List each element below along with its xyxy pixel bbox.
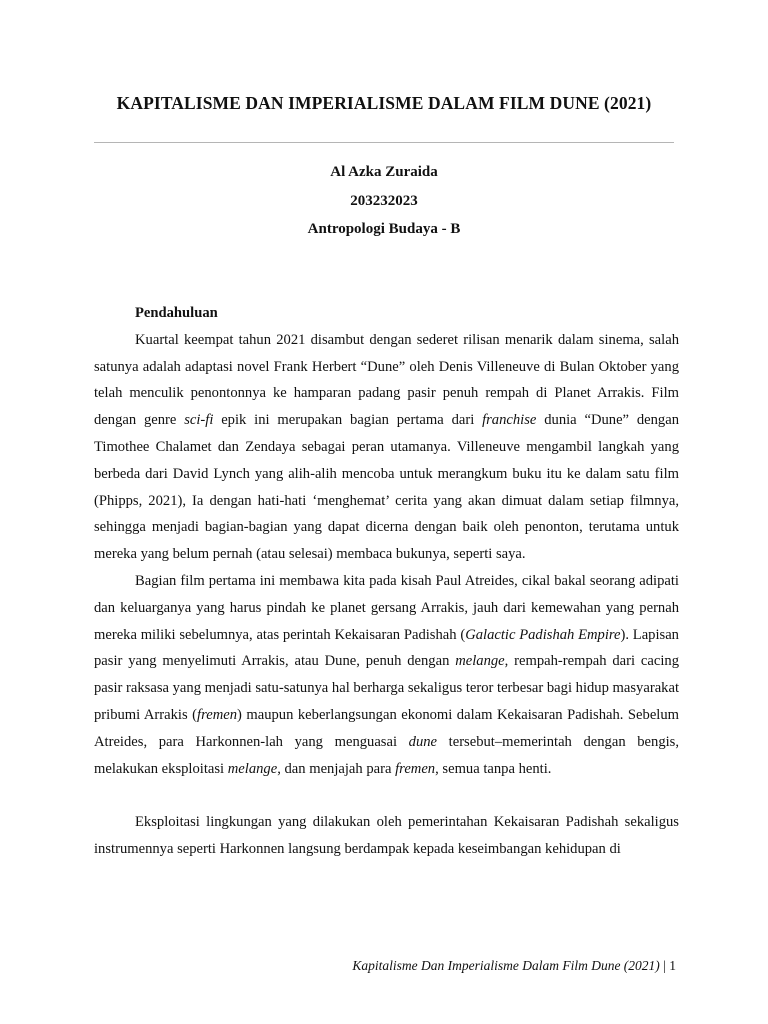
section-heading: Pendahuluan — [135, 305, 218, 321]
italic-term: melange — [455, 653, 505, 670]
italic-term: sci-fi — [184, 412, 214, 429]
text-run: epik ini merupakan bagian pertama dari — [213, 412, 483, 429]
page-footer — [352, 958, 676, 974]
text-run: , dan menjajah para — [277, 760, 396, 777]
italic-term: fremen — [197, 706, 238, 723]
author-name: Al Azka Zuraida — [330, 164, 438, 180]
footer-separator: | — [659, 958, 670, 973]
title-divider — [94, 142, 674, 143]
italic-term: Galactic Padishah Empire — [465, 626, 621, 643]
italic-term: melange — [227, 760, 278, 777]
paragraph-gap — [94, 782, 679, 809]
author-block — [0, 158, 768, 244]
text-run: Bagian film pertama ini membawa kita pada kisah Paul Atreides, cikal bakal seorang adipati dan keluarganya yang harus pindah ke planet gersang Arrakis, jauh dari kemewahan yang pernah mereka miliki sebelumnya, atas perintah Kekaisaran Padishah ( — [94, 572, 679, 643]
author-id: 203232023 — [350, 192, 418, 209]
page-number: 1 — [669, 958, 676, 973]
text-run: dunia “Dune” dengan Timothee Chalamet dan Zendaya sebagai peran utamanya. Villeneuve mengambil langkah yang berbeda dari David Lynch yang alih-alih mencoba untuk merangkum buku itu ke dalam satu film (Phipps, 2021), Ia dengan hati-hati ‘menghemat’ cerita yang akan dimuat dalam setiap filmnya, sehingga menjadi bagian-bagian yang dapat dicerna dengan baik oleh penonton, terutama untuk mereka yang belum pernah (atau selesai) membaca bukunya, seperti saya. — [94, 412, 679, 563]
footer-running-title: Kapitalisme Dan Imperialisme Dalam Film Dune (2021) — [352, 958, 660, 973]
paragraph — [94, 809, 679, 863]
text-run: Kuartal keempat tahun 2021 disambut dengan sederet rilisan menarik dalam sinema, salah satunya adalah adaptasi novel Frank Herbert “Dune” oleh Denis Villeneuve di Bulan Oktober yang telah menculik penontonnya ke hamparan padang pasir penuh rempah di Planet Arrakis. Film dengan genre — [94, 331, 679, 429]
paragraph — [94, 568, 679, 782]
author-class: Antropologi Budaya - B — [307, 221, 461, 237]
italic-term: dune — [408, 733, 438, 750]
paragraph — [94, 327, 679, 568]
text-run: tersebut–memerintah dengan bengis, melakukan eksploitasi — [94, 733, 680, 777]
text-run: ). Lapisan pasir yang menyelimuti Arrakis, atau Dune, penuh dengan — [94, 626, 679, 670]
document-title: KAPITALISME DAN IMPERIALISME DALAM FILM DUNE (2021) — [116, 93, 652, 113]
text-run: Eksploitasi lingkungan yang dilakukan oleh pemerintahan Kekaisaran Padishah sekaligus instrumennya seperti Harkonnen langsung berdampak kepada keseimbangan kehidupan di — [94, 814, 679, 858]
text-run: , rempah-rempah dari cacing pasir raksasa yang menjadi satu-satunya hal berharga sekaligus teror terbesar bagi hidup masyarakat pribumi Arrakis ( — [94, 653, 679, 723]
italic-term: franchise — [482, 412, 537, 429]
text-run: , semua tanpa henti. — [435, 760, 552, 777]
text-run: ) maupun keberlangsungan ekonomi dalam Kekaisaran Padishah. Sebelum Atreides, para Harkonnen-lah yang menguasai — [94, 706, 679, 750]
italic-term: fremen — [395, 760, 436, 777]
document-body — [94, 300, 679, 863]
